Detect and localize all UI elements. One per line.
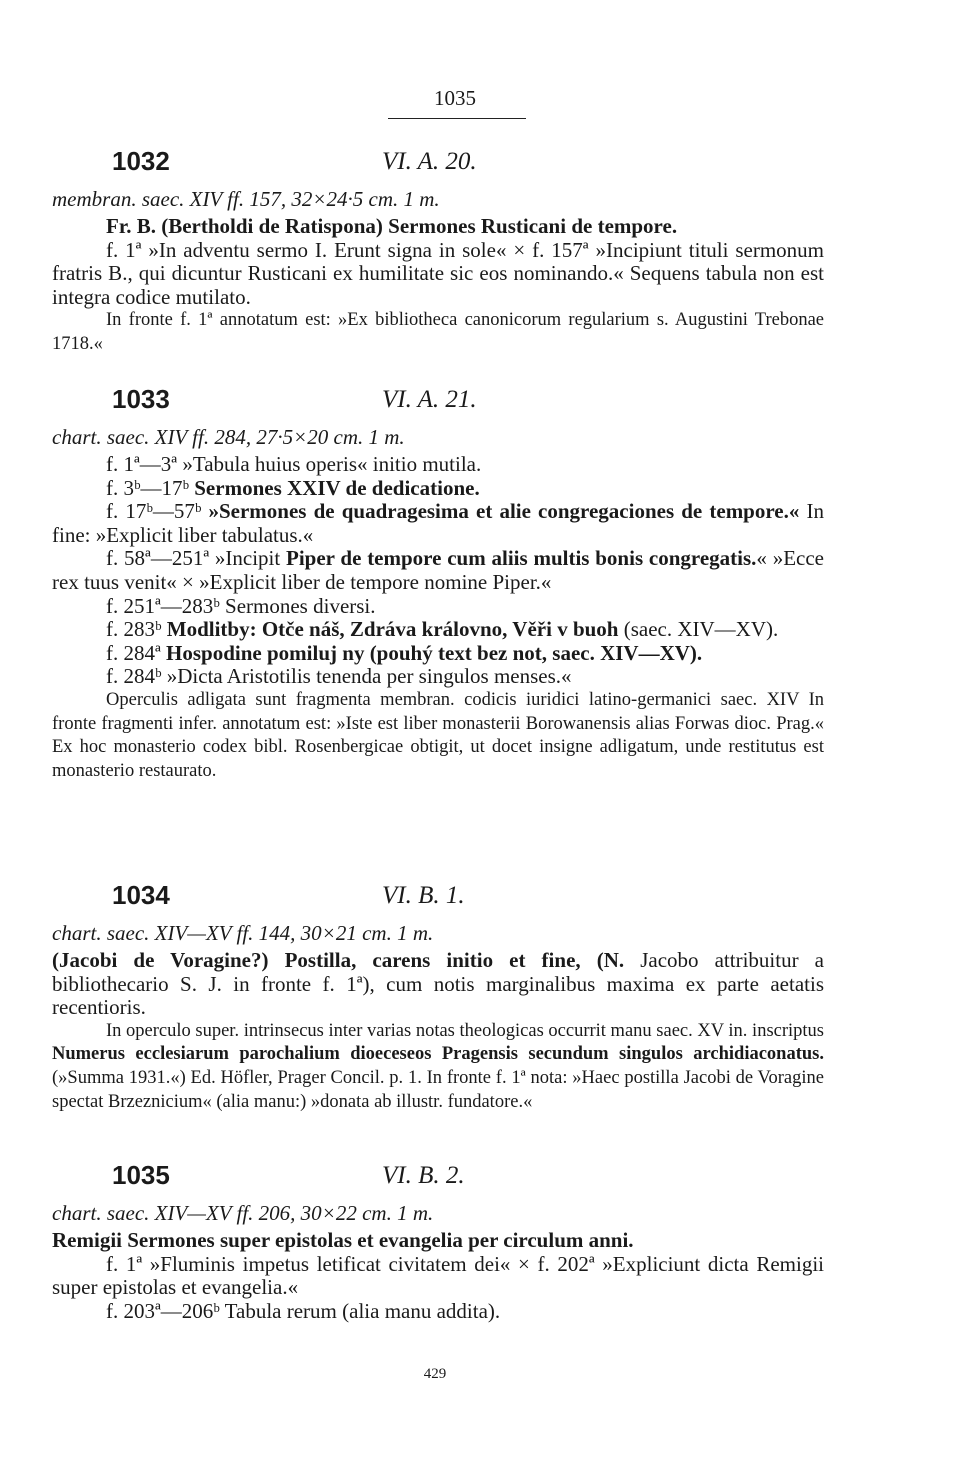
content-line: f. 58ª—251ª »Incipit Piper de tempore cum aliis multis bonis congregatis.« »Ecce rex tuus venit« × »Explicit liber de tempore nomine Piper.« — [52, 546, 824, 594]
entry-number: 1034 — [112, 880, 170, 910]
shelf-signature: VI. B. 1. — [382, 882, 465, 909]
content-line: f. 1ª »In adventu sermo I. Erunt signa in sole« × f. 157ª »Incipiunt tituli sermonum fratris B., qui dicuntur Rusticani ex humilitate sic eos nominando.« Sequens tabula non est integra codice mutilato. — [52, 237, 824, 309]
shelf-signature: VI. B. 2. — [382, 1162, 465, 1189]
content-line: f. 251ª—283ᵇ Sermones diversi. — [106, 593, 376, 618]
content-line: f. 17ᵇ—57ᵇ »Sermones de quadragesima et alie congregaciones de tempore.« In fine: »Explicit liber tabulatus.« — [52, 499, 824, 547]
entry-1033 — [52, 384, 824, 783]
footer-page-number: 429 — [423, 1366, 447, 1382]
entry-number: 1032 — [112, 146, 170, 176]
entry-title: Fr. B. (Bertholdi de Ratispona) Sermones Rusticani de tempore. — [106, 214, 678, 238]
content-line: f. 283ᵇ Modlitby: Otče náš, Zdráva královno, Věři v buoh (saec. XIV—XV). — [106, 617, 779, 642]
content-line: f. 284ᵇ »Dicta Aristotilis tenenda per singulos menses.« — [106, 664, 572, 689]
content-line: f. 284ª Hospodine pomiluj ny (pouhý text bez not, saec. XIV—XV). — [106, 640, 703, 665]
physical-description: membran. saec. XIV ff. 157, 32×24·5 cm. 1 m. — [52, 187, 440, 211]
physical-description: chart. saec. XIV—XV ff. 144, 30×21 cm. 1 m. — [52, 921, 434, 945]
entry-number: 1033 — [112, 384, 170, 414]
header-rule — [388, 118, 526, 119]
entry-1032 — [52, 146, 824, 357]
provenance-note: Operculis adligata sunt fragmenta membran. codicis iuridici latino-germanici saec. XIV In fronte fragmenti infer. annotatum est: »Iste est liber monasterii Borowanensis alias Forwas dioc. Prag.« Ex hoc monasterio codex bibl. Rosenbergicae obtigit, ut docet insigne adligatum, unde restitutus est monasterio restaurato. — [52, 689, 824, 781]
provenance-note: In operculo super. intrinsecus inter varias notas theologicas occurrit manu saec. XV in. inscriptus Numerus ecclesiarum parochalium dioeceseos Pragensis secundum singulos archidiaconatus. (»Summa 1931.«) Ed. Höfler, Prager Concil. p. 1. In fronte f. 1ª nota: »Haec postilla Jacobi de Voragine spectat Brzeznicium« (alia manu:) »donata ab illustr. fundatore.« — [52, 1020, 824, 1112]
entry-title: (Jacobi de Voragine?) Postilla, carens initio et fine, (N. Jacobo attribuitur a bibliothecario S. J. in fronte f. 1ª), cum notis marginalibus maxima ex parte aetatis recentioris. — [52, 948, 824, 1020]
page-number: 1035 — [434, 86, 476, 110]
provenance-note: In fronte f. 1ª annotatum est: »Ex bibliotheca canonicorum regularium s. Augustini Trebonae 1718.« — [52, 310, 824, 354]
shelf-signature: VI. A. 20. — [382, 148, 477, 175]
content-line: f. 3ᵇ—17ᵇ Sermones XXIV de dedicatione. — [106, 475, 480, 500]
entry-title: Remigii Sermones super epistolas et evangelia per circulum anni. — [52, 1228, 634, 1252]
entry-1035 — [52, 1160, 824, 1323]
physical-description: chart. saec. XIV ff. 284, 27·5×20 cm. 1 m. — [52, 425, 405, 449]
entry-number: 1035 — [112, 1160, 170, 1190]
physical-description: chart. saec. XIV—XV ff. 206, 30×22 cm. 1 m. — [52, 1201, 434, 1225]
content-line: f. 1ª—3ª »Tabula huius operis« initio mutila. — [106, 452, 482, 476]
shelf-signature: VI. A. 21. — [382, 386, 477, 413]
content-line: f. 1ª »Fluminis impetus letificat civitatem dei« × f. 202ª »Expliciunt dicta Remigii super epistolas et evangelia.« — [52, 1251, 824, 1300]
entry-1034 — [52, 880, 824, 1114]
content-line: f. 203ª—206ᵇ Tabula rerum (alia manu addita). — [106, 1298, 501, 1323]
